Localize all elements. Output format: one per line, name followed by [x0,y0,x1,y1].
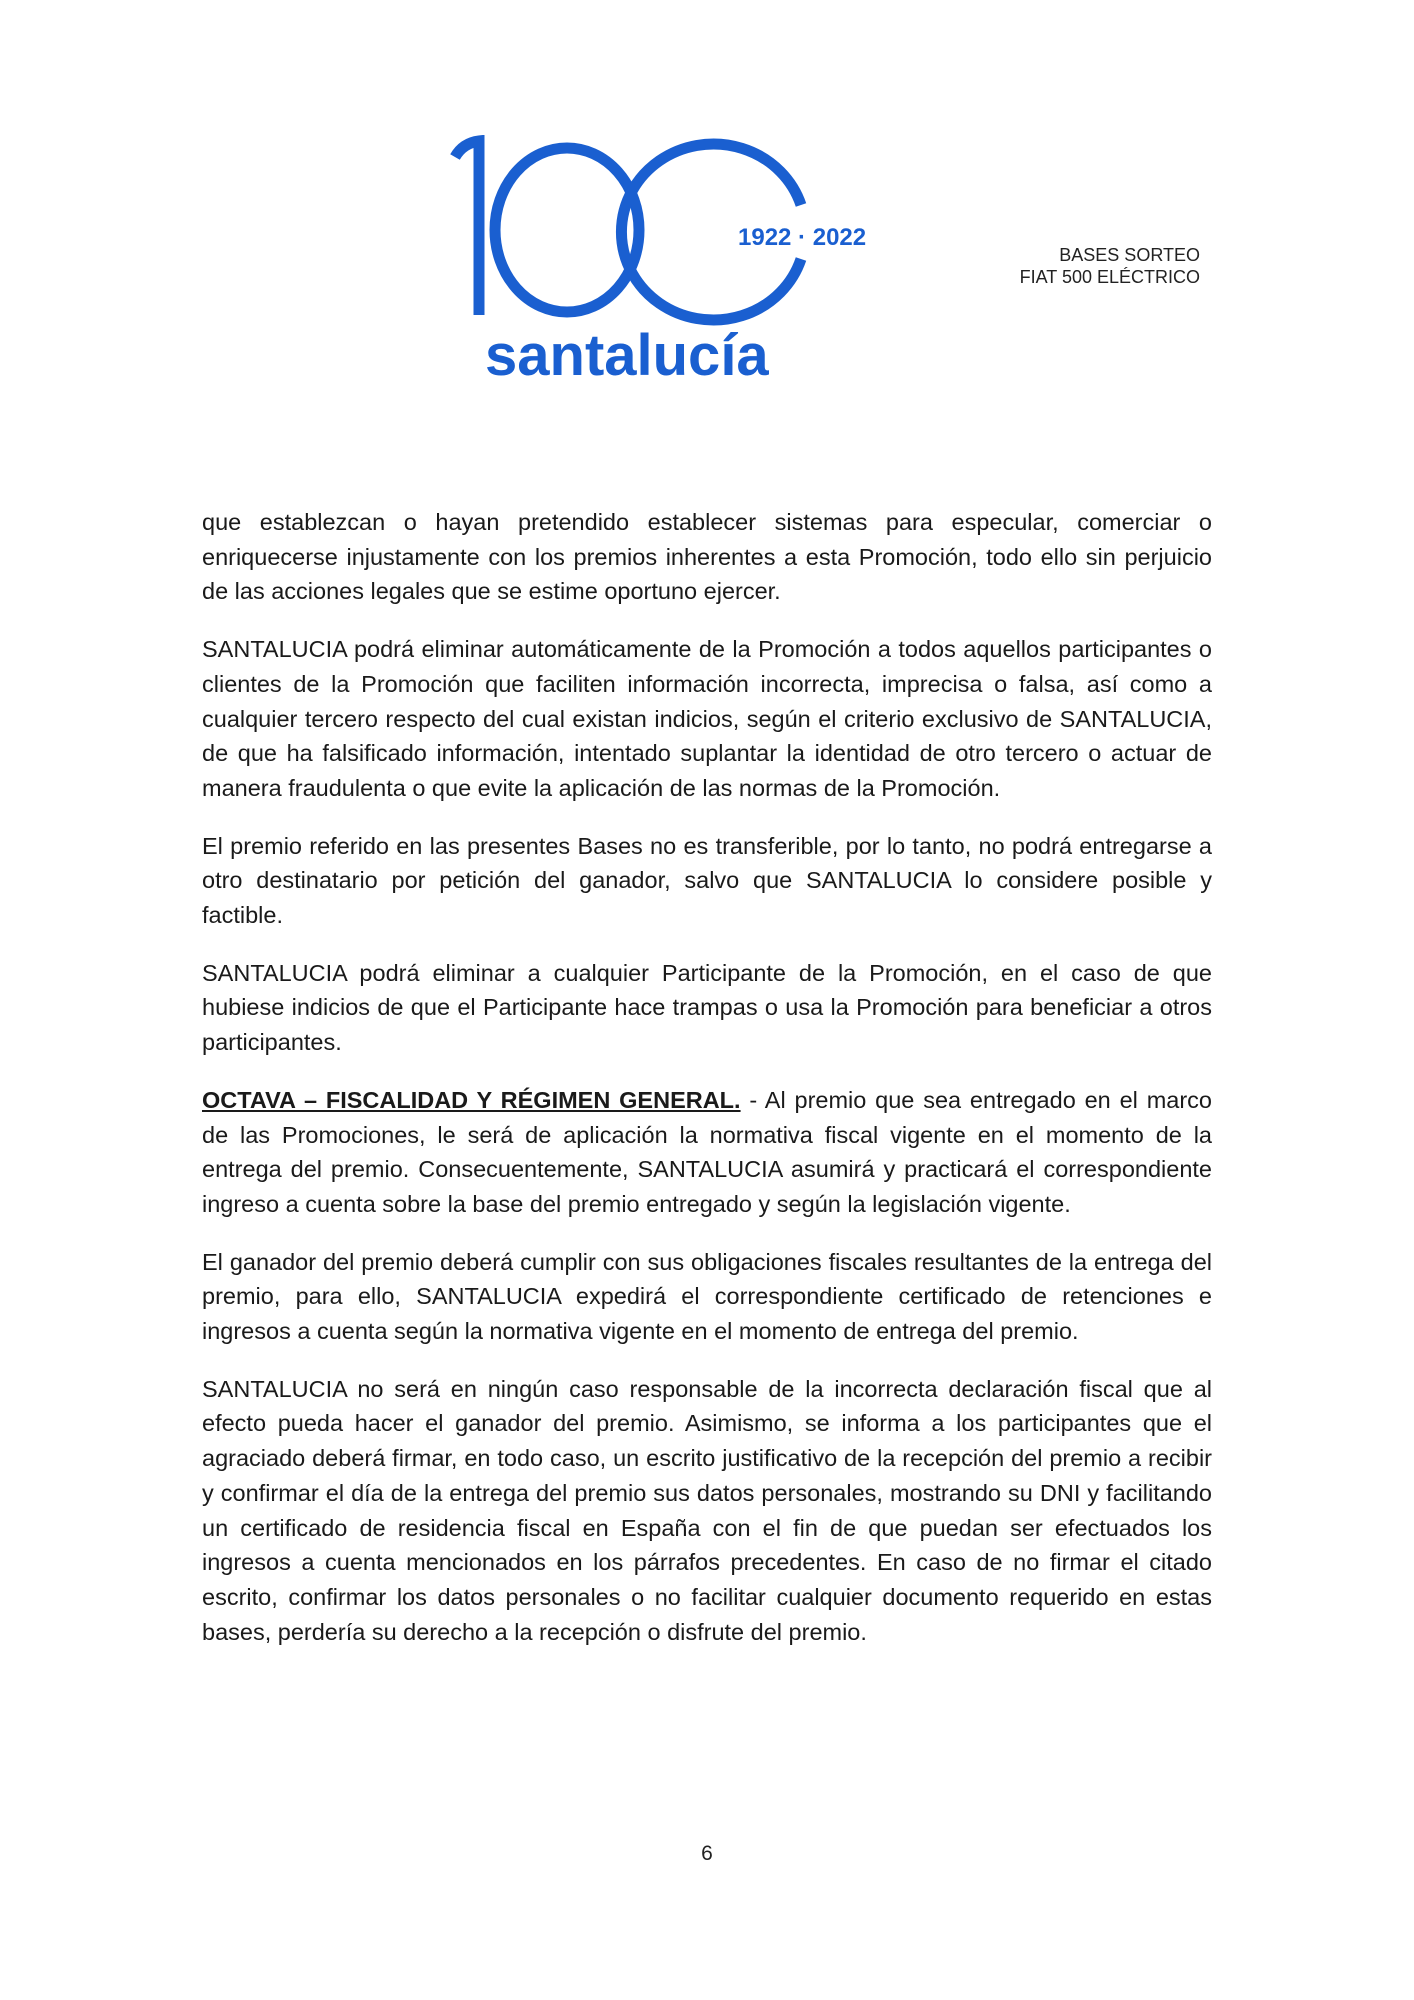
logo-years: 1922 · 2022 [738,224,867,251]
paragraph-7: SANTALUCIA no será en ningún caso responsable de la incorrecta declaración fiscal que al efecto pueda hacer el ganador del premio. Asimismo, se informa a los participantes que el agraciado deberá firmar, en todo caso, un escrito justificativo de la recepción del premio a recibir y confirmar el día de la entrega del premio sus datos personales, mostrando su DNI y facilitando un certificado de residencia fiscal en España con el fin de que puedan ser efectuados los ingresos a cuenta mencionados en los párrafos precedentes. En caso de no firmar el citado escrito, confirmar los datos personales o no facilitar cualquier documento requerido en estas bases, perdería su derecho a la recepción o disfrute del premio. [202,1375,1212,1645]
logo-brand: santalucía [485,323,769,388]
section-title-octava: OCTAVA – FISCALIDAD Y RÉGIMEN GENERAL. [202,1086,741,1113]
paragraph-4: SANTALUCIA podrá eliminar a cualquier Participante de la Promoción, en el caso de que hubiese indicios de que el Participante hace trampas o usa la Promoción para beneficiar a otros participantes. [202,959,1212,1056]
paragraph-6: El ganador del premio deberá cumplir con sus obligaciones fiscales resultantes de la entrega del premio, para ello, SANTALUCIA expedirá el correspondiente certificado de retenciones e ingresos a cuenta según la normativa vigente en el momento de entrega del premio. [202,1248,1212,1345]
paragraph-2: SANTALUCIA podrá eliminar automáticamente de la Promoción a todos aquellos participantes o clientes de la Promoción que faciliten información incorrecta, imprecisa o falsa, así como a cualquier tercero respecto del cual existan indicios, según el criterio exclusivo de SANTALUCIA, de que ha falsificado información, intentado suplantar la identidad de otro tercero o actuar de manera fraudulenta o que evite la aplicación de las normas de la Promoción. [202,636,1212,801]
paragraph-3: El premio referido en las presentes Bases no es transferible, por lo tanto, no podrá entregarse a otro destinatario por petición del ganador, salvo que SANTALUCIA lo considere posible y factible. [202,832,1212,929]
paragraph-1: que establezcan o hayan pretendido establecer sistemas para especular, comerciar o enriquecerse injustamente con los premios inherentes a esta Promoción, todo ello sin perjuicio de las acciones legales que se estime oportuno ejercer. [202,509,1212,605]
document-body [202,505,1212,1672]
header-title-line-1: BASES SORTEO [1059,245,1200,265]
logo-digit-one [455,141,479,315]
page-number: 6 [701,1842,713,1865]
header-title-line-2: FIAT 500 ELÉCTRICO [1019,267,1200,287]
paragraph-5-text: - Al premio que sea entregado en el marco de las Promociones, le será de aplicación la normativa fiscal vigente en el momento de la entrega del premio. Consecuentemente, SANTALUCIA asumirá y practicará el correspondiente ingreso a cuenta sobre la base del premio entregado y según la legislación vigente. [202,1086,1212,1217]
document-header [1020,244,1200,288]
santalucia-100-logo [445,135,875,395]
paragraph-5 [202,1083,1212,1222]
